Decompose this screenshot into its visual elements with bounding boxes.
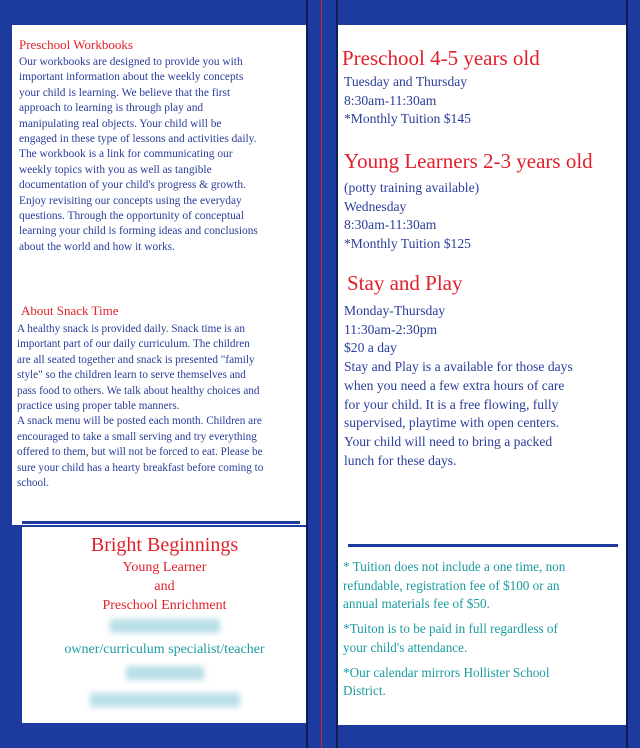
workbooks-line: about the world and how it works. xyxy=(19,240,175,253)
workbooks-line: approach to learning is through play and xyxy=(19,102,204,115)
program-line: when you need a few extra hours of care xyxy=(344,377,565,393)
notes-divider xyxy=(348,544,618,547)
program-line: $20 a day xyxy=(344,340,397,356)
snack-section xyxy=(17,303,312,491)
redacted-phone xyxy=(126,666,204,680)
program-line: 11:30am-2:30pm xyxy=(344,321,438,337)
program-line: 8:30am-11:30am xyxy=(344,92,437,108)
top-border xyxy=(0,0,640,25)
workbooks-line: Our workbooks are designed to provide you with xyxy=(19,56,243,68)
fold-line xyxy=(626,0,628,748)
attendance-note xyxy=(343,620,628,657)
note-line: *Our calendar mirrors Hollister School xyxy=(343,664,550,680)
snack-line: pass food to others. We talk about healthy choices and xyxy=(17,384,260,397)
program-line: lunch for these days. xyxy=(344,452,457,468)
program-young-learners xyxy=(344,148,626,254)
snack-line: style" so the children learn to serve themselves and xyxy=(17,369,246,382)
workbooks-line: documentation of your child's progress & growth. xyxy=(19,179,246,192)
program-line: (potty training available) xyxy=(344,180,480,195)
program-line: Monday-Thursday xyxy=(344,303,446,318)
workbooks-line: learning your child is forming ideas and conclusions xyxy=(19,225,258,238)
tuition-note xyxy=(343,558,628,614)
fold-line xyxy=(306,0,308,748)
snack-line: A snack menu will be posted each month. Children are xyxy=(17,415,262,428)
workbooks-line: The workbook is a link for communicating our xyxy=(19,148,233,161)
workbooks-line: important information about the weekly concepts xyxy=(19,71,244,84)
program-line: supervised, playtime with open centers. xyxy=(344,415,560,431)
snack-line: offered to them, but will not be forced to eat. Please be xyxy=(17,446,263,459)
redacted-name xyxy=(110,619,220,633)
snack-line: important part of our daily curriculum. The children xyxy=(17,338,250,351)
calendar-note xyxy=(343,664,628,701)
workbooks-line: questions. Through the opportunity of conceptual xyxy=(19,210,245,223)
brand-name: Bright Beginnings xyxy=(90,534,239,556)
note-line: District. xyxy=(343,683,386,699)
workbooks-line: weekly topics with you as well as tangible xyxy=(19,163,212,176)
workbooks-line: Enjoy revisiting our concepts using the everyday xyxy=(19,194,242,207)
program-line: Tuesday and Thursday xyxy=(344,74,468,89)
program-stay-and-play xyxy=(344,270,629,470)
redacted-email xyxy=(90,693,240,707)
snack-line: practice using proper table manners. xyxy=(17,400,180,413)
left-divider xyxy=(22,521,300,524)
owner-role: owner/curriculum specialist/teacher xyxy=(64,642,265,657)
notes-section xyxy=(343,558,628,701)
note-line: * Tuition does not include a one time, non xyxy=(343,559,566,574)
snack-line: encouraged to take a small serving and try everything xyxy=(17,430,257,443)
note-line: your child's attendance. xyxy=(343,639,468,655)
snack-line: school. xyxy=(17,477,50,490)
fold-line xyxy=(336,0,338,748)
note-line: refundable, registration fee of $100 or an xyxy=(343,577,560,593)
program-line: Your child will need to bring a packed xyxy=(344,433,553,449)
program-title: Preschool 4-5 years old xyxy=(342,46,540,70)
program-line: for your child. It is a free flowing, fully xyxy=(344,396,559,412)
workbooks-line: your child is learning. We believe that the first xyxy=(19,86,231,99)
program-line: 8:30am-11:30am xyxy=(344,217,437,233)
snack-line: A healthy snack is provided daily. Snack time is an xyxy=(17,323,245,335)
workbooks-line: engaged in these type of lessons and activities daily. xyxy=(19,133,257,146)
snack-line: are all seated together and snack is presented "family xyxy=(17,353,255,366)
program-title: Young Learners 2-3 years old xyxy=(344,149,593,173)
note-line: *Tuiton is to be paid in full regardless of xyxy=(343,621,558,637)
program-title: Stay and Play xyxy=(347,271,463,295)
margin-guide-red xyxy=(321,0,322,748)
workbooks-line: manipulating real objects. Your child will be xyxy=(19,117,222,130)
brand-line2: and xyxy=(154,579,175,594)
snack-line: sure your child has a hearty breakfast before coming to xyxy=(17,461,264,474)
note-line: annual materials fee of $50. xyxy=(343,596,490,612)
program-line: Wednesday xyxy=(344,198,407,214)
brand-block xyxy=(22,532,307,712)
brand-line3: Preschool Enrichment xyxy=(102,598,227,613)
workbooks-title: Preschool Workbooks xyxy=(19,37,133,52)
program-line: *Monthly Tuition $125 xyxy=(344,236,471,252)
brand-line1: Young Learner xyxy=(122,560,207,575)
snack-title: About Snack Time xyxy=(21,303,119,318)
program-line: *Monthly Tuition $145 xyxy=(344,111,471,127)
program-preschool xyxy=(342,45,624,129)
workbooks-section xyxy=(19,37,309,255)
program-line: Stay and Play is a available for those days xyxy=(344,359,573,375)
